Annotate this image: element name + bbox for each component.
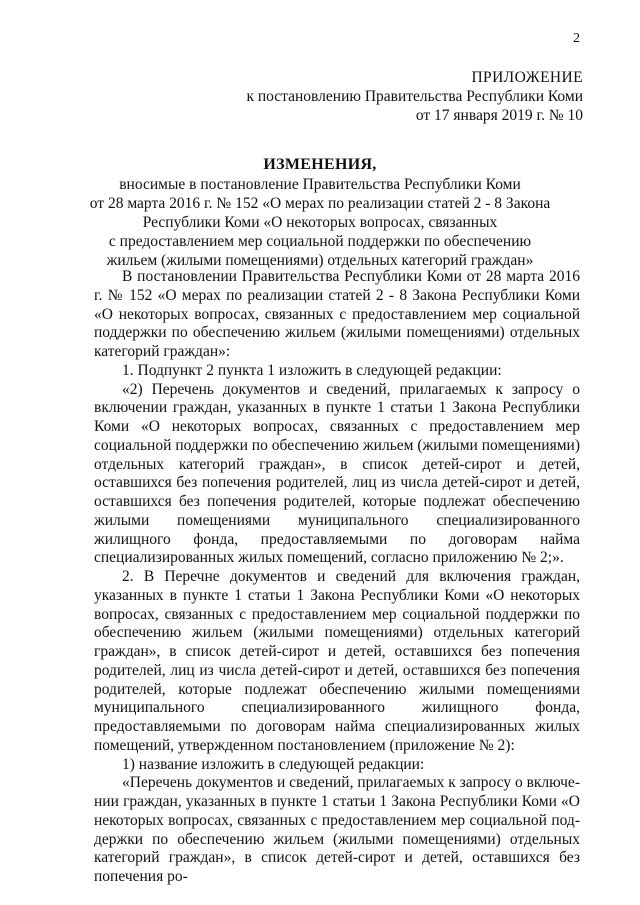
page-number: 2 bbox=[573, 31, 580, 46]
item-1-paragraph: 1. Подпункт 2 пункта 1 изложить в следующей редакции: bbox=[122, 361, 502, 379]
item-2-paragraph: 2. В Перечне документов и сведений для включения граждан, указанных в пункте 1 статьи 1 Закона Республики Коми «О некоторых вопросах, связанных с предоставлением мер социальной поддержки по обеспечению жильем (жилыми помещениями) отдельных категорий граждан», в список детей-сирот и детей, оставшихся без попечения родителей, лиц из числа детей-сирот и детей, оставшихся без попечения родителей, которые подлежат обеспечению жилыми помещениями муниципального специализированного жилищного фонда, предоставляемыми по договорам найма специализированных жилых помещений, утвержденном постановлением (приложение № 2): bbox=[94, 568, 580, 754]
annex-resolution-ref: к постановлению Правительства Республики Коми bbox=[246, 88, 583, 105]
annex-header bbox=[246, 68, 583, 125]
subitem-1-paragraph: 1) название изложить в следующей редакции: bbox=[122, 755, 425, 773]
title-line: от 28 марта 2016 г. № 152 «О мерах по реализации статей 2 - 8 Закона bbox=[89, 195, 551, 212]
title-line: Республики Коми «О некоторых вопросах, связанных bbox=[142, 214, 498, 231]
document-title bbox=[80, 155, 560, 270]
title-line: жильем (жилыми помещениями) отдельных категорий граждан» bbox=[106, 252, 534, 269]
item-1-text-paragraph: «2) Перечень документов и сведений, прилагаемых к запросу о включении граждан, указанных в пункте 1 статьи 1 Закона Республики Коми «О некоторых вопросах, связанных с предоставлением мер социальной поддержки по обеспечению жильем (жилыми помещениями) отдельных категорий граждан», в список детей-сирот и детей, оставшихся без попечения родителей, лиц из числа детей-сирот и детей, оставшихся без попечения родителей, которые подлежат обеспечению жилыми помещениями муниципального специализированного жилищного фонда, предоставляемыми по договорам найма специализированных жилых помещений, согласно приложению № 2;». bbox=[94, 380, 580, 567]
document-body bbox=[94, 268, 580, 887]
annex-label: ПРИЛОЖЕНИЕ bbox=[471, 69, 583, 86]
subitem-1-text-paragraph: «Перечень документов и сведений, прилагаемых к запросу о включении граждан, указанных в пункте 1 статьи 1 Закона Республики Коми «О некоторых вопросах, связанных с предоставлением мер социальной поддержки по обеспечению жильем (жилыми помещениями) отдельных категорий граждан», в список детей-сирот и детей, оставшихся без попечения ро- bbox=[94, 774, 580, 885]
title-heading: ИЗМЕНЕНИЯ, bbox=[263, 156, 377, 173]
intro-paragraph: В постановлении Правительства Республики Коми от 28 марта 2016 г. № 152 «О мерах по реализации статей 2 - 8 Закона Республики Коми «О некоторых вопросах, связанных с предоставлением мер социальной поддержки по обеспечению жильем (жилыми помещениями) отдельных категорий граждан»: bbox=[94, 268, 580, 360]
title-line: вносимые в постановление Правительства Республики Коми bbox=[119, 176, 521, 193]
annex-date-number: от 17 января 2019 г. № 10 bbox=[415, 107, 583, 124]
title-line: с предоставлением мер социальной поддержки по обеспечению bbox=[108, 233, 532, 250]
